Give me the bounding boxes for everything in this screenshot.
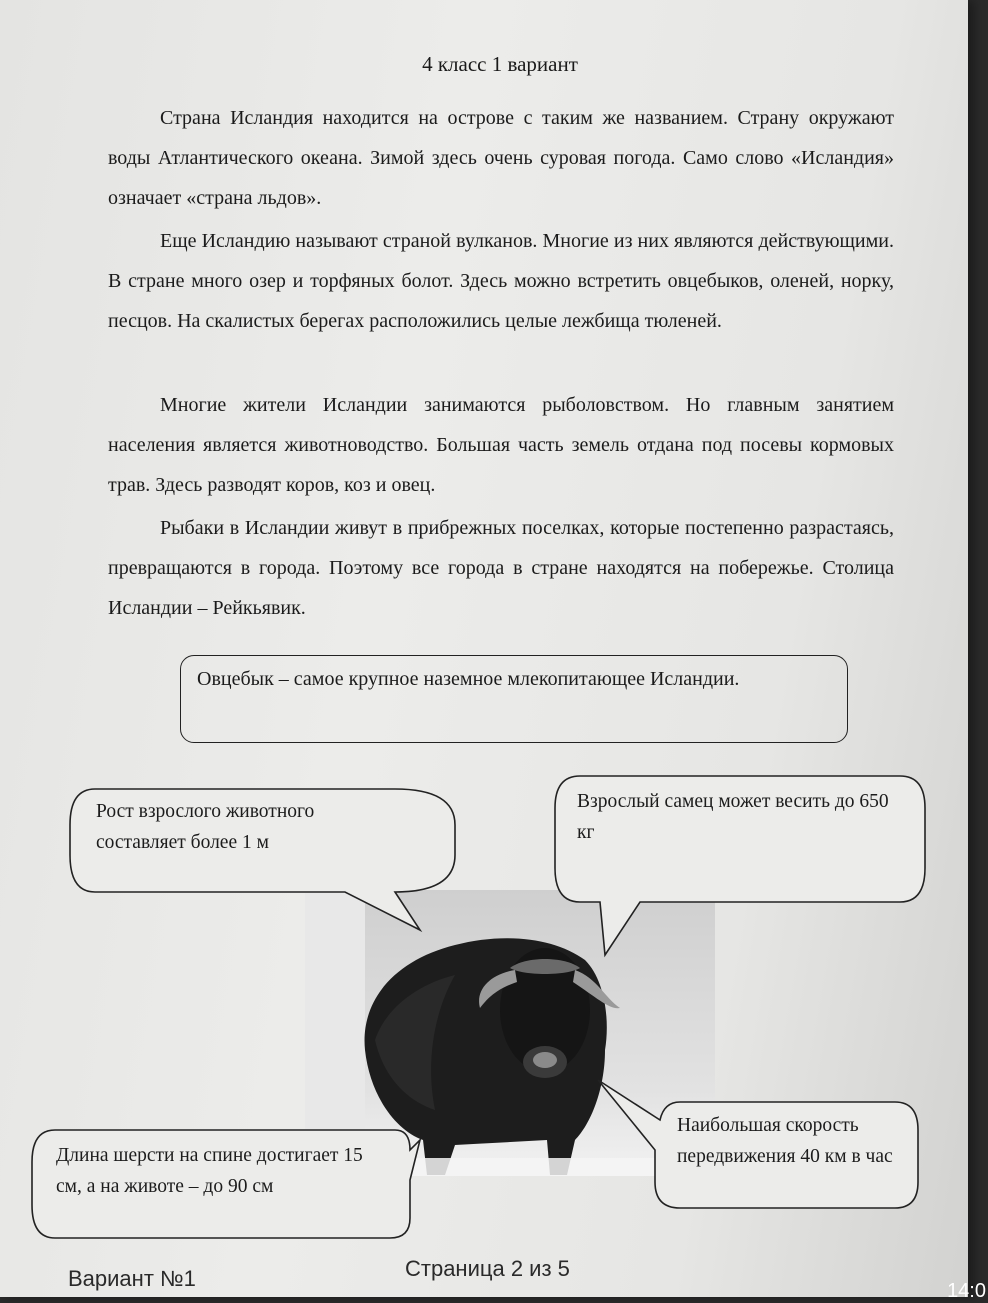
- status-clock: 14:0: [947, 1280, 986, 1302]
- worksheet-header: 4 класс 1 вариант: [422, 52, 578, 76]
- footer-page-number: Страница 2 из 5: [405, 1256, 570, 1281]
- paragraph-1: Страна Исландия находится на острове с таким же названием. Страну окружают воды Атлантического океана. Зимой здесь очень суровая погода. Само слово «Исландия» означает «страна льдов».: [108, 107, 894, 209]
- callout-weight: Взрослый самец может весить до 650 кг: [577, 791, 889, 843]
- footer-variant: Вариант №1: [68, 1266, 196, 1291]
- callout-fur: Длина шерсти на спине достигает 15 см, а на животе – до 90 см: [56, 1145, 363, 1197]
- paragraph-3: Многие жители Исландии занимаются рыболовством. Но главным занятием населения является животноводство. Большая часть земель отдана под посевы кормовых трав. Здесь разводят коров, коз и овец.: [108, 394, 894, 496]
- paragraph-4: Рыбаки в Исландии живут в прибрежных поселках, которые постепенно разрастаясь, превращаются в города. Поэтому все города в стране находятся на побережье. Столица Исландии – Рейкьявик.: [108, 517, 894, 619]
- callout-speed: Наибольшая скорость передвижения 40 км в час: [677, 1115, 893, 1167]
- fact-box: Овцебык – самое крупное наземное млекопитающее Исландии.: [180, 655, 848, 743]
- paragraph-2: Еще Исландию называют страной вулканов. Многие из них являются действующими. В стране много озер и торфяных болот. Здесь можно встретить овцебыков, оленей, норку, песцов. На скалистых берегах расположились целые лежбища тюленей.: [108, 230, 894, 332]
- callout-height: Рост взрослого животного составляет более 1 м: [96, 801, 315, 853]
